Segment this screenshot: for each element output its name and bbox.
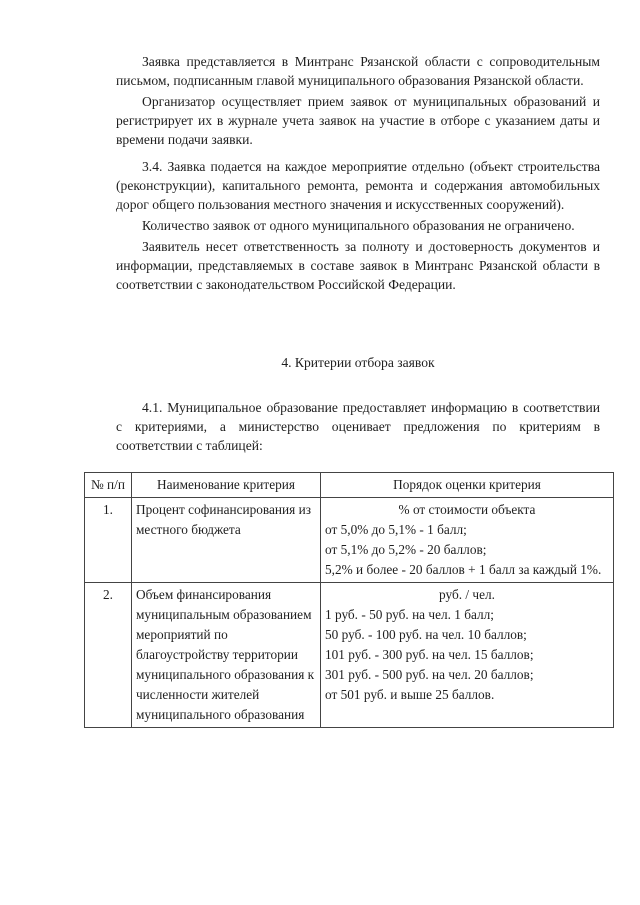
order-unit: % от стоимости объекта: [398, 502, 536, 517]
order-line: 301 руб. - 500 руб. на чел. 20 баллов;: [325, 667, 534, 682]
header-name: Наименование критерия: [132, 473, 321, 498]
paragraph-3-4: 3.4. Заявка подается на каждое мероприятие отдельно (объект строительства (реконструкции), капитального ремонта, ремонта и содержания автомобильных дорог общего пользования местного значения и искусственных сооружений).: [116, 159, 600, 212]
order-unit: руб. / чел.: [439, 587, 495, 602]
row-num: 2.: [85, 583, 132, 728]
row-num: 1.: [85, 498, 132, 583]
order-line: от 5,1% до 5,2% - 20 баллов;: [325, 542, 487, 557]
section-heading: 4. Критерии отбора заявок: [281, 355, 435, 370]
criteria-table: [84, 472, 614, 728]
text-block-4-1: [116, 398, 600, 455]
order-line: 101 руб. - 300 руб. на чел. 15 баллов;: [325, 647, 534, 662]
table-row: [85, 498, 614, 583]
row-criterion-name: Процент софинансирования из местного бюджета: [132, 498, 321, 583]
header-num: № п/п: [85, 473, 132, 498]
row-criterion-order: [321, 583, 614, 728]
table-row: [85, 583, 614, 728]
order-line: от 5,0% до 5,1% - 1 балл;: [325, 522, 467, 537]
order-line: 50 руб. - 100 руб. на чел. 10 баллов;: [325, 627, 527, 642]
order-line: 5,2% и более - 20 баллов + 1 балл за каждый 1%.: [325, 562, 602, 577]
header-order: Порядок оценки критерия: [321, 473, 614, 498]
row-criterion-name: Объем финансирования муниципальным образованием мероприятий по благоустройству территории муниципального образования к численности жителей муниципального образования: [132, 583, 321, 728]
table-header-row: [85, 473, 614, 498]
text-block-top: [116, 52, 600, 294]
order-line: от 501 руб. и выше 25 баллов.: [325, 687, 495, 702]
paragraph-quantity: Количество заявок от одного муниципального образования не ограничено.: [142, 218, 575, 233]
paragraph-responsibility: Заявитель несет ответственность за полноту и достоверность документов и информации, представляемых в составе заявок в Минтранс Рязанской области в соответствии с законодательством Российской Федерации.: [116, 239, 600, 292]
row-criterion-order: [321, 498, 614, 583]
paragraph-organizer: Организатор осуществляет прием заявок от муниципальных образований и регистрирует их в журнале учета заявок на участие в отборе с указанием даты и времени подачи заявки.: [116, 94, 600, 147]
paragraph-4-1: 4.1. Муниципальное образование предоставляет информацию в соответствии с критериями, а министерство оценивает предложения по критериям в соответствии с таблицей:: [116, 400, 600, 453]
order-line: 1 руб. - 50 руб. на чел. 1 балл;: [325, 607, 495, 622]
paragraph-submission: Заявка представляется в Минтранс Рязанской области с сопроводительным письмом, подписанным главой муниципального образования Рязанской области.: [116, 54, 600, 88]
